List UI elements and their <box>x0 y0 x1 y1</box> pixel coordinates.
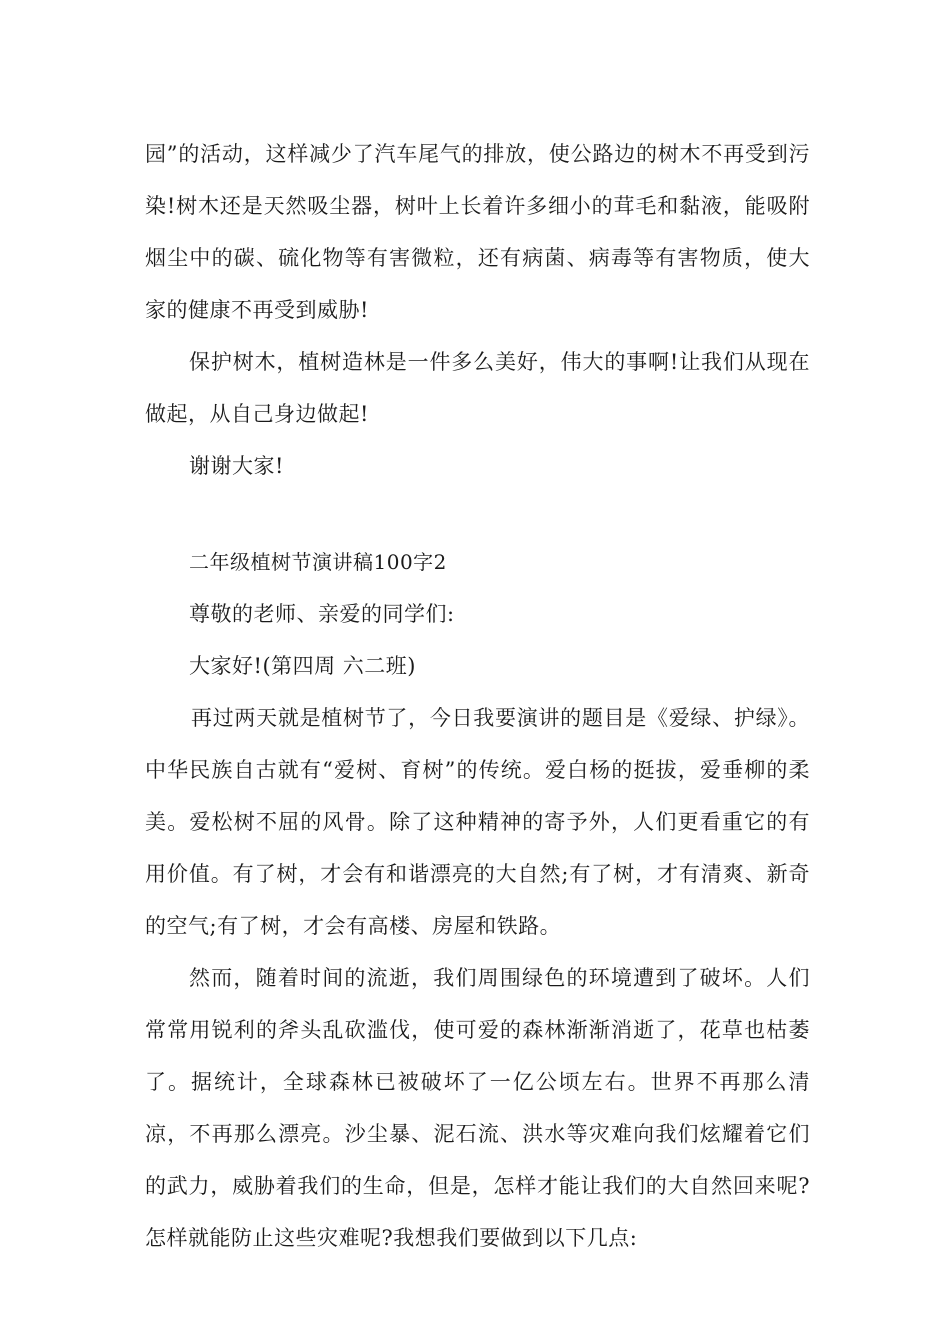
document-body <box>145 128 810 1264</box>
paragraph-thanks: 谢谢大家! <box>189 454 284 478</box>
greeting-hello: 大家好!(第四周 六二班) <box>189 654 416 678</box>
paragraph-protect-trees: 保护树木，植树造林是一件多么美好，伟大的事啊!让我们从现在做起，从自己身边做起! <box>145 350 810 426</box>
greeting-salutation: 尊敬的老师、亲爱的同学们: <box>189 602 455 626</box>
paragraph-love-green: 再过两天就是植树节了，今日我要演讲的题目是《爱绿、护绿》。 中华民族自古就有“爱树、育树”的传统。爱白杨的挺拔，爱垂柳的柔美。爱松树不屈的风骨。除了这种精神的寄予外，人们更看重它的有用价值。有了树，才会有和谐漂亮的大自然;有了树，才有清爽、新奇的空气;有了树，才会有高楼、房屋和铁路。 <box>145 706 810 938</box>
section-gap <box>145 492 810 536</box>
speech-title: 二年级植树节演讲稿100字2 <box>189 550 447 574</box>
paragraph-environment-damage: 然而，随着时间的流逝，我们周围绿色的环境遭到了破坏。人们常常用锐利的斧头乱砍滥伐，使可爱的森林渐渐消逝了，花草也枯萎了。据统计，全球森林已被破坏了一亿公顷左右。世界不再那么清凉，不再那么漂亮。沙尘暴、泥石流、洪水等灾难向我们炫耀着它们的武力，威胁着我们的生命，但是，怎样才能让我们的大自然回来呢?怎样就能防止这些灾难呢?我想我们要做到以下几点: <box>145 966 810 1250</box>
paragraph-tree-benefits: 园”的活动，这样减少了汽车尾气的排放，使公路边的树木不再受到污染!树木还是天然吸尘器，树叶上长着许多细小的茸毛和黏液，能吸附烟尘中的碳、硫化物等有害微粒，还有病菌、病毒等有害物质，使大家的健康不再受到威胁! <box>145 142 810 322</box>
